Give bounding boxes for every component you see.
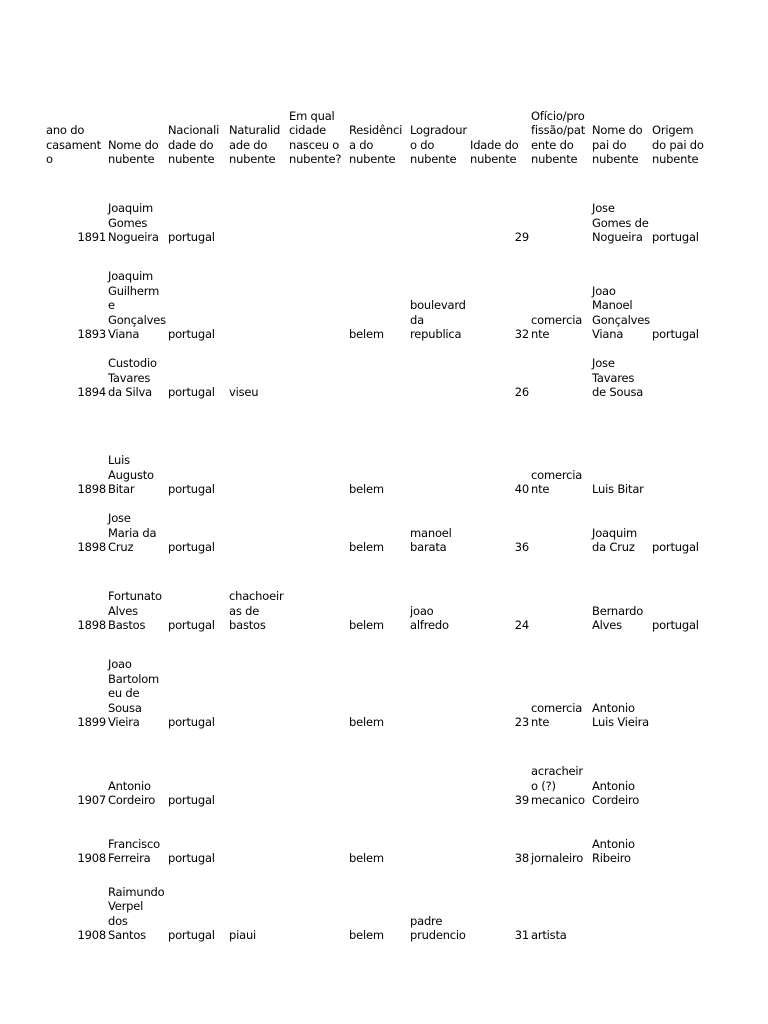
cell-pai: Joao Manoel Gonçalves Viana: [592, 283, 650, 342]
cell-nome: Joaquim Guilherm e Gonçalves Viana: [108, 269, 166, 342]
cell-nacionalidade: portugal: [168, 715, 215, 730]
cell-nome: Luis Augusto Bitar: [108, 453, 154, 497]
cell-logradouro: boulevard da republica: [410, 298, 466, 342]
cell-nome: Raimundo Verpel dos Santos: [108, 884, 165, 943]
cell-idade: 40: [514, 482, 529, 497]
cell-nacionalidade: portugal: [168, 385, 215, 400]
cell-pai: Antonio Ribeiro: [592, 836, 635, 866]
cell-residencia: belem: [349, 618, 384, 633]
cell-nacionalidade: portugal: [168, 540, 215, 555]
cell-origem-pai: portugal: [652, 540, 699, 555]
cell-ano: 1891: [77, 230, 106, 245]
cell-ano: 1898: [77, 618, 106, 633]
cell-nacionalidade: portugal: [168, 851, 215, 866]
cell-naturalidade: chachoeir as de bastos: [229, 589, 284, 633]
cell-nacionalidade: portugal: [168, 793, 215, 808]
cell-pai: Antonio Cordeiro: [592, 778, 640, 808]
header-idade: Idade do nubente: [470, 137, 519, 167]
cell-logradouro: manoel barata: [410, 525, 452, 555]
cell-idade: 36: [514, 540, 529, 555]
spreadsheet: [46, 0, 726, 1024]
cell-pai: Jose Gomes de Nogueira: [592, 201, 649, 245]
cell-idade: 38: [514, 851, 529, 866]
cell-ano: 1908: [77, 928, 106, 943]
cell-oficio: comercia nte: [531, 467, 583, 497]
cell-residencia: belem: [349, 327, 384, 342]
cell-naturalidade: piaui: [229, 928, 257, 943]
cell-nome: Francisco Ferreira: [108, 836, 160, 866]
cell-residencia: belem: [349, 851, 384, 866]
cell-ano: 1893: [77, 327, 106, 342]
cell-residencia: belem: [349, 715, 384, 730]
cell-idade: 32: [514, 327, 529, 342]
cell-logradouro: joao alfredo: [410, 603, 449, 633]
cell-nome: Antonio Cordeiro: [108, 778, 156, 808]
cell-nacionalidade: portugal: [168, 618, 215, 633]
cell-residencia: belem: [349, 540, 384, 555]
header-pai: Nome do pai do nubente: [592, 123, 643, 167]
table-row: [46, 0, 726, 943]
cell-idade: 23: [514, 715, 529, 730]
header-naturalidade: Naturalid ade do nubente: [229, 123, 281, 167]
cell-nome: Jose Maria da Cruz: [108, 511, 157, 555]
cell-nacionalidade: portugal: [168, 482, 215, 497]
cell-nome: Custodio Tavares da Silva: [108, 356, 157, 400]
cell-nome: Joao Bartolom eu de Sousa Vieira: [108, 657, 160, 730]
cell-pai: Bernardo Alves: [592, 603, 644, 633]
header-logradouro: Logradour o do nubente: [410, 123, 467, 167]
cell-residencia: belem: [349, 482, 384, 497]
cell-idade: 39: [514, 793, 529, 808]
cell-idade: 29: [514, 230, 529, 245]
header-origem-pai: Origem do pai do nubente: [652, 123, 704, 167]
cell-nome: Fortunato Alves Bastos: [108, 589, 162, 633]
cell-oficio: acracheir o (?) mecanico: [531, 764, 585, 808]
cell-ano: 1894: [77, 385, 106, 400]
cell-origem-pai: portugal: [652, 230, 699, 245]
cell-oficio: comercia nte: [531, 312, 583, 342]
cell-pai: Jose Tavares de Sousa: [592, 356, 644, 400]
cell-idade: 31: [514, 928, 529, 943]
header-nacionalidade: Nacionali dade do nubente: [168, 123, 220, 167]
cell-logradouro: padre prudencio: [410, 913, 466, 943]
cell-nome: Joaquim Gomes Nogueira: [108, 201, 159, 245]
cell-ano: 1898: [77, 540, 106, 555]
cell-naturalidade: viseu: [229, 385, 259, 400]
cell-oficio: jornaleiro: [531, 851, 584, 866]
cell-ano: 1907: [77, 793, 106, 808]
cell-origem-pai: portugal: [652, 618, 699, 633]
cell-oficio: artista: [531, 928, 567, 943]
header-cidade: Em qual cidade nasceu o nubente?: [289, 108, 342, 167]
cell-ano: 1898: [77, 482, 106, 497]
cell-ano: 1899: [77, 715, 106, 730]
header-residencia: Residênci a do nubente: [349, 123, 403, 167]
cell-idade: 26: [514, 385, 529, 400]
header-oficio: Ofício/pro fissão/pat ente do nubente: [531, 108, 586, 167]
cell-pai: Antonio Luis Vieira: [592, 700, 649, 730]
header-ano: ano do casament o: [46, 123, 101, 167]
header-nome: Nome do nubente: [108, 137, 159, 167]
cell-residencia: belem: [349, 928, 384, 943]
cell-oficio: comercia nte: [531, 700, 583, 730]
cell-nacionalidade: portugal: [168, 230, 215, 245]
cell-nacionalidade: portugal: [168, 327, 215, 342]
cell-nacionalidade: portugal: [168, 928, 215, 943]
cell-ano: 1908: [77, 851, 106, 866]
cell-pai: Joaquim da Cruz: [592, 525, 638, 555]
cell-pai: Luis Bitar: [592, 482, 644, 497]
cell-idade: 24: [514, 618, 529, 633]
cell-origem-pai: portugal: [652, 327, 699, 342]
